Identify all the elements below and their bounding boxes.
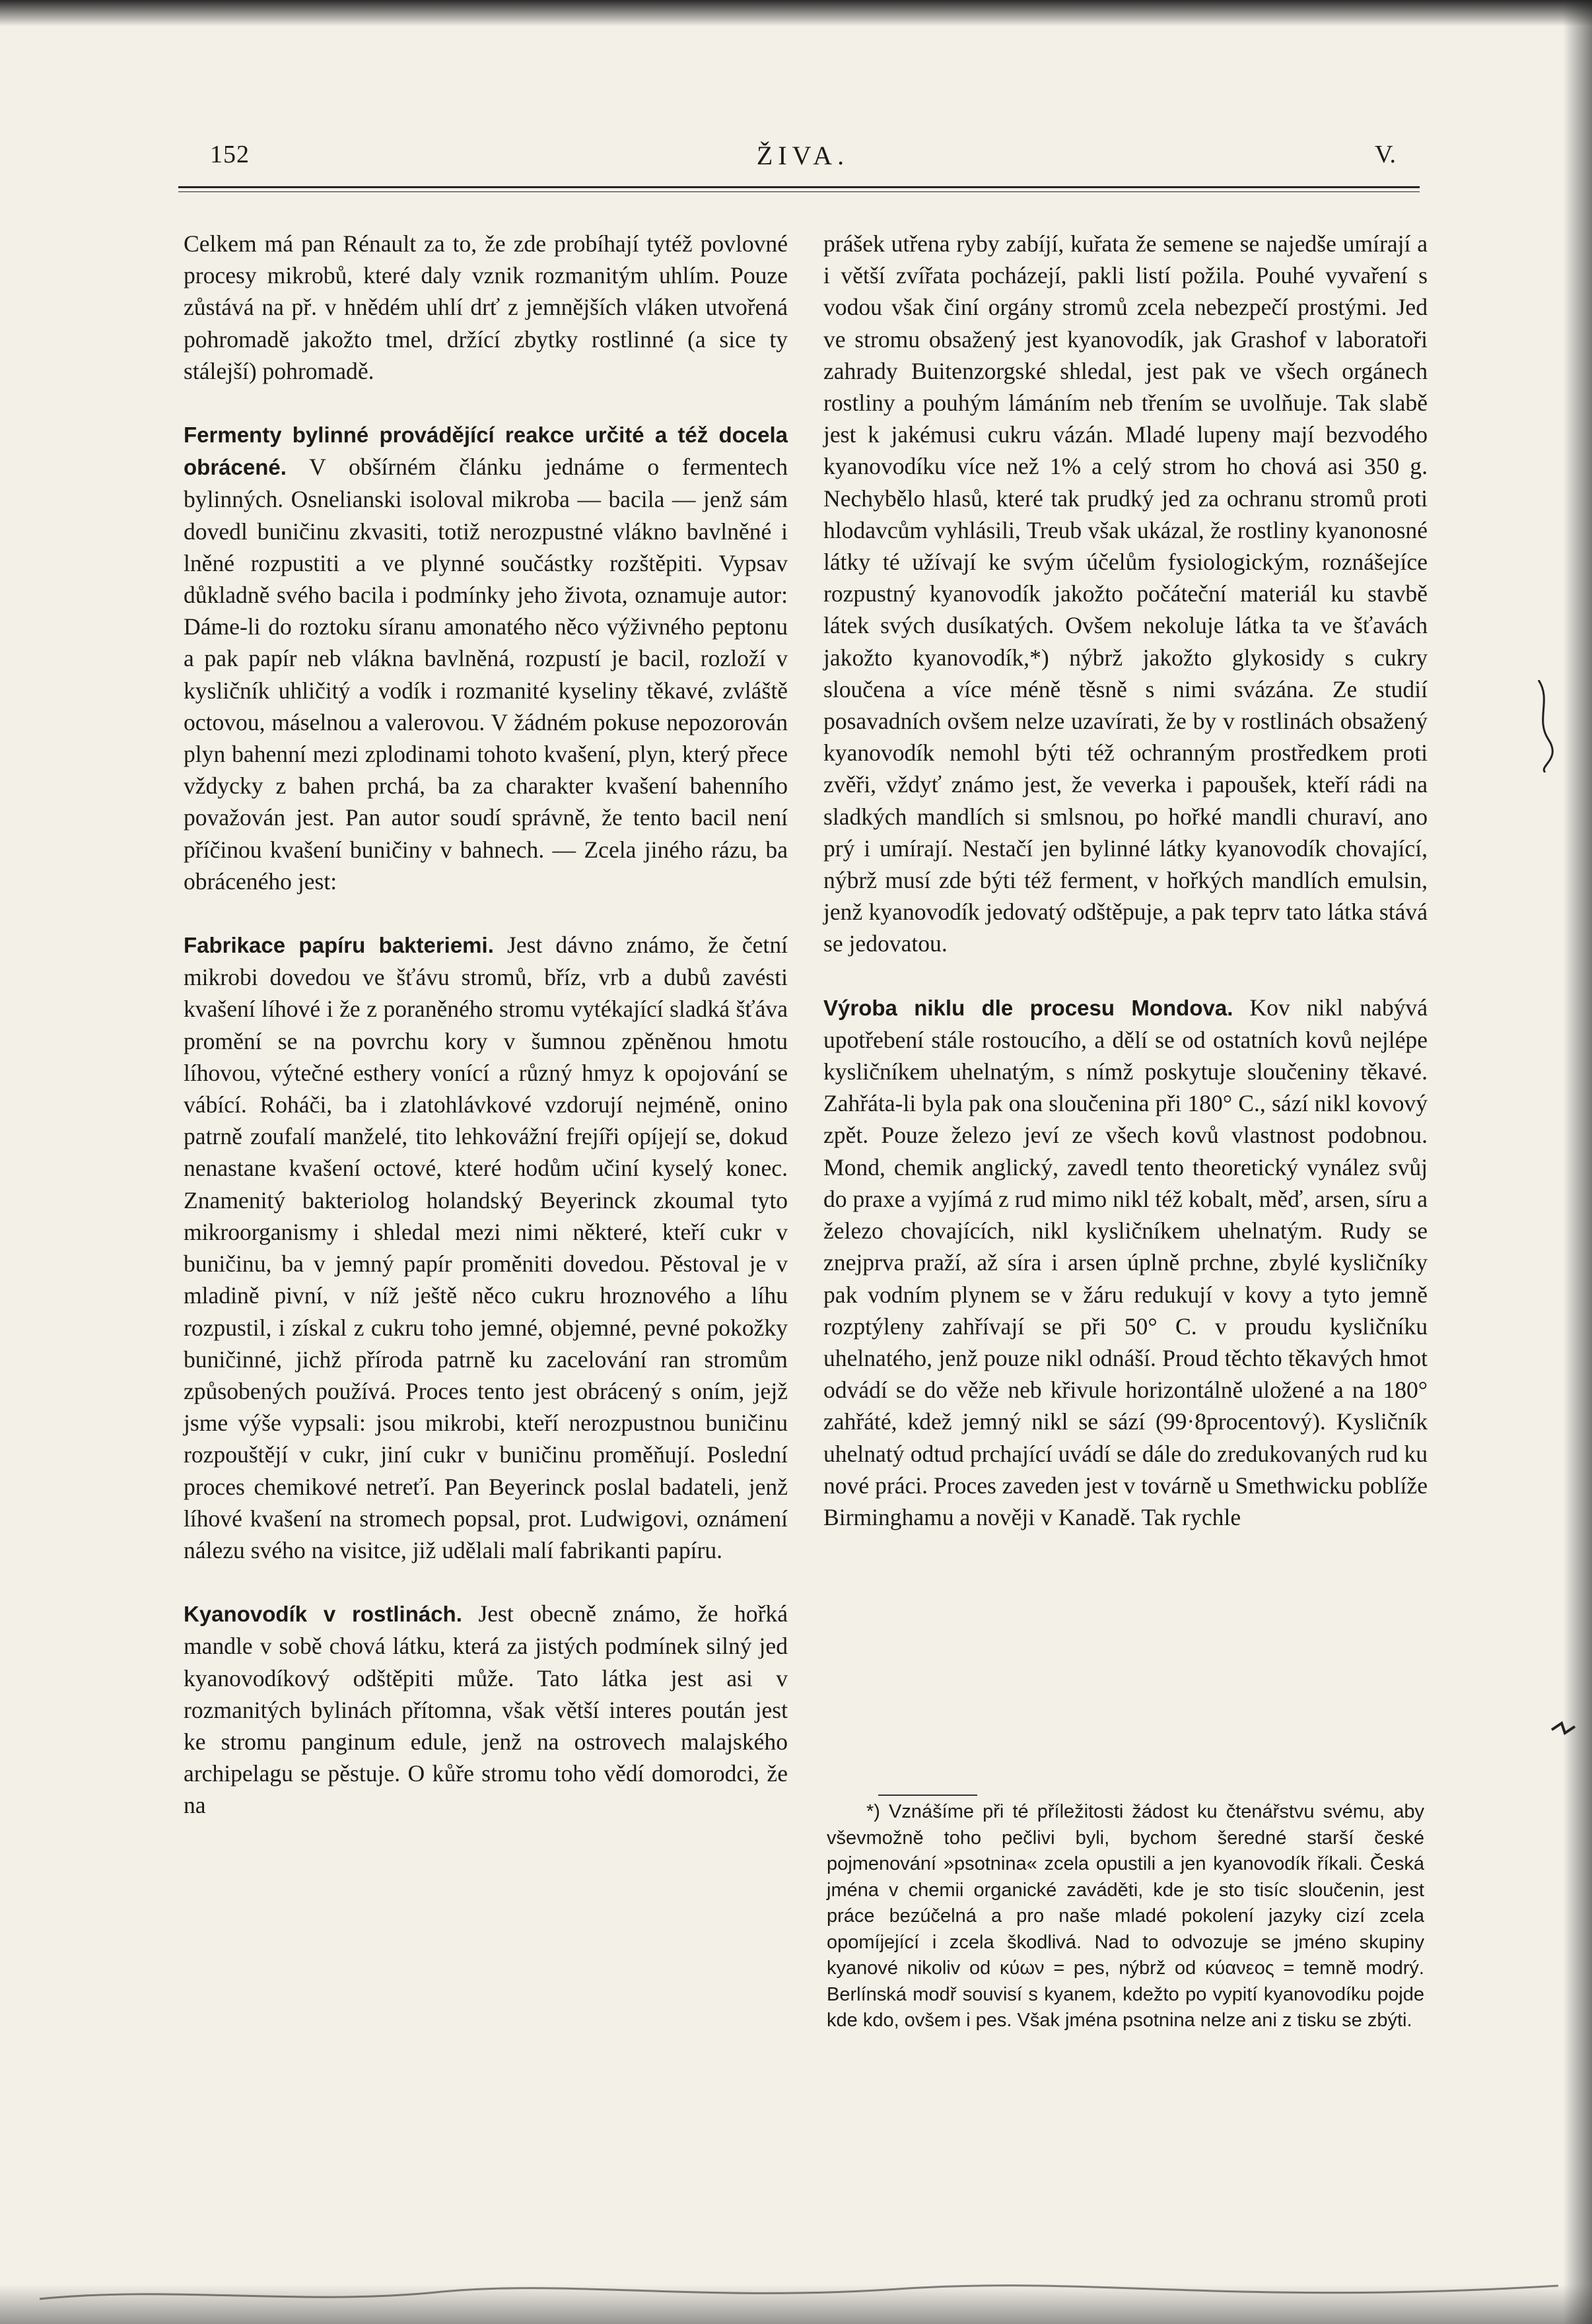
heading-fermenty: Fermenty bylinné provádějící reakce určité a též docela obrácené. bbox=[184, 423, 788, 480]
left-paragraph-3-text: Jest dávno známo, že četní mikrobi dovedou ve šťávu stromů, bříz, vrb a dubů zavésti kvašení líhové i že z poraněného stromu vytékající sladká šťáva promění se na povrchu kory v šumnou zpěněnou hmotu líhovou, výtečné esthery vonící a různý hmyz k opojování se vábící. Roháči, ba i zlatohlávkové vzdorují nejméně, onino patrně zoufalí manželé, tito lehkovážní frejíři opíjejí se, dokud nenastane kvašení octové, které hodům učiní kyselý konec. Znamenitý bakteriolog holandský Beyerinck zkoumal tyto mikroorganismy i shledal mezi nimi některé, kteří cukr v buničinu, ba v jemný papír proměniti dovedou. Pěstoval je v mladině pivní, v níž ještě něco cukru hroznového a líhu rozpustil, i získal z cukru toho jemné, objemné, pevné pokožky buničinné, jichž příroda patrně ku zacelování ran stromům způsobených používá. Proces tento jest obrácený s oním, jejž jsme výše vypsali: jsou mikrobi, kteří nerozpustnou buničinu rozpouštějí v cukr, jiní cukr v buničinu proměňují. Poslední proces chemikové netreťí. Pan Beyerinck poslal badateli, jenž líhové kvašení na stromech popsal, prot. Ludwigovi, oznámení nálezu svého na visitce, již udělali malí fabrikanti papíru. bbox=[184, 932, 788, 1563]
scan-edge-bottom bbox=[0, 2284, 1592, 2324]
left-paragraph-4 bbox=[184, 1598, 788, 1821]
heading-fabrikace: Fabrikace papíru bakteriemi. bbox=[184, 933, 494, 958]
margin-bracket-mark bbox=[1532, 680, 1558, 772]
left-paragraph-4-text: Jest obecně známo, že hořká mandle v sobě chová látku, která za jistých podmínek silný jed kyanovodíkový odštěpiti může. Tato látka jest asi v rozmanitých bylinách přítomna, však větší interes poután jest ke stromu panginum edule, jenž na ostrovech malajského archipelagu se pěstuje. O kůře stromu toho vědí domorodci, že na bbox=[184, 1600, 788, 1819]
footnote-rule bbox=[878, 1794, 977, 1796]
left-paragraph-2 bbox=[184, 419, 788, 897]
right-paragraph-2-text: Kov nikl nabývá upotřebení stále rostoucího, a dělí se od ostatních kovů nejlépe kysličníkem uhelnatým, s nímž poskytuje sloučeniny těkavé. Zahřáta-li byla pak ona sloučenina při 180° C., sází nikl kovový zpět. Pouze železo jeví ze všech kovů vlastnost podobnou. Mond, chemik anglický, zavedl tento theoretický vynález svůj do praxe a vyjímá z rud mimo nikl též kobalt, měď, arsen, síru a železo chovajících, nikl kysličníkem uhelnatým. Rudy se znejprva praží, až síra i arsen úplně prchne, zbylé kysličníky pak vodním plynem se v žáru redukují v kovy a tyto jemně rozptýleny zahřívají se při 50° C. v proudu kysličníku uhelnatého, jenž pouze nikl odnáší. Proud těchto těkavých hmot odvádí se do věže neb křivule horizontálně uložené a na 180° zahřáté, kdež jemný nikl se sází (99·8procentový). Kysličník uhelnatý odtud prchající uvádí se dále do zredukovaných rud ku nové práci. Proces zaveden jest v továrně u Smethwicku poblíže Birminghamu a nověji v Kanadě. Tak rychle bbox=[823, 994, 1428, 1530]
left-paragraph-2-text: V obšírném článku jednáme o fermentech bylinných. Osnelianski isoloval mikroba — bacila — jenž sám dovedl buničinu zkvasiti, totiž nerozpustné vlákno bavlněné i lněné rozpustiti a ve plynné součástky rozštěpiti. Vypsav důkladně svého bacila i podmínky jeho života, oznamuje autor: Dáme-li do roztoku síranu amonatého něco výživného peptonu a pak papír neb vlákna bavlněná, rozpustí je bacil, rozloží v kysličník uhličitý a vodík i rozmanité kyseliny těkavé, zvláště octovou, máselnou a valerovou. V žádném pokuse nepozorován plyn bahenní mezi zplodinami tohoto kvašení, plyn, který přece vždycky z bahen prchá, ba za charakter kvašení bahenního považován jest. Pan autor soudí správně, že tento bacil není příčinou kvašení buničiny v bahnech. — Zcela jiného rázu, ba obráceného jest: bbox=[184, 454, 788, 895]
scan-edge-top bbox=[0, 0, 1592, 26]
left-paragraph-1: Celkem má pan Rénault za to, že zde probíhají tytéž povlovné procesy mikrobů, které daly vznik rozmanitým uhlím. Pouze zůstává na př. v hnědém uhlí drť z jemnějších vláken utvořená pohromadě jakožto tmel, držící zbytky rostlinné (a sice ty stálejší) pohromadě. bbox=[184, 230, 788, 384]
right-paragraph-1: prášek utřena ryby zabíjí, kuřata že semene se najedše umírají a i větší zvířata pocházejí, pakli listí požila. Pouhé vyvaření s vodou však činí orgány stromů zcela nebezpečí prostými. Jed ve stromu obsažený jest kyanovodík, jak Grashof v laboratoři zahrady Buitenzorgské shledal, jest pak ve všech orgánech rostliny a pouhým lámáním neb třením se uvolňuje. Tak slabě jest k jakémusi cukru vázán. Mladé lupeny mají bezvodého kyanovodíku více než 1% a celý strom ho chová asi 350 g. Nechybělo hlasů, které tak prudký jed za ochranu stromů proti hlodavcům vyhlásili, Treub však ukázal, že rostliny kyanonosné látky té užívají ke svým účelům fysiologickým, roznášejíce rozpustný kyanovodík jakožto počáteční materiál ku stavbě látek svých dusíkatých. Ovšem nekoluje látka ta ve šťavách jakožto kyanovodík,*) nýbrž jakožto glykosidy s cukry sloučena a více méně těsně s nimi svázána. Ze studií posavadních ovšem nelze uzavírati, že by v rostlinách obsažený kyanovodík nemohl býti též ochranným prostředkem proti zvěři, vždyť známo jest, že veverka i papoušek, kteří rádi na sladkých mandlích si smlsnou, po hořké mandli churaví, ano prý i umírají. Nestačí jen bylinné látky kyanovodík chovající, nýbrž musí zde býti též ferment, v hořkých mandlích emulsin, jenž kyanovodík jedovatý odštěpuje, a pak teprv tato látka stává se jedovatou. bbox=[823, 230, 1428, 957]
right-column bbox=[823, 228, 1428, 1533]
header-rule bbox=[178, 186, 1420, 192]
left-column bbox=[184, 228, 788, 1822]
heading-kyanovodik: Kyanovodík v rostlinách. bbox=[184, 1602, 462, 1627]
journal-title: ŽIVA. bbox=[756, 141, 850, 170]
left-paragraph-3 bbox=[184, 929, 788, 1566]
right-paragraph-2 bbox=[823, 992, 1428, 1533]
margin-ornament-mark bbox=[1548, 1717, 1581, 1743]
volume-number: V. bbox=[1374, 141, 1396, 168]
page-number: 152 bbox=[210, 141, 250, 168]
running-header bbox=[210, 140, 1396, 180]
scan-edge-right bbox=[1563, 0, 1592, 2324]
footnote-text: *) Vznášíme při té příležitosti žádost ku čtenářstvu svému, aby vševmožně toho pečlivi byli, bychom šeredné starší české pojmenování »psotnina« zcela opustili a jen kyanovodík říkali. Česká jména v chemii organické zaváděti, kde je sto tisíc sloučenin, jest práce bezúčelná a pro naše mladé pokolení jazyky cizí zcela opomíjející i zcela škodlivá. Nad to odvozuje se jméno skupiny kyanové nikoliv od κύων = pes, nýbrž od κύανεος = temně modrý. Berlínská modř souvisí s kyanem, kdežto po vypití kyanovodíku pojde kde kdo, ovšem i pes. Však jména psotnina nelze ani z tisku se zbýti. bbox=[827, 1801, 1424, 2031]
footnote bbox=[827, 1799, 1424, 2034]
heading-vyroba-niklu: Výroba niklu dle procesu Mondova. bbox=[823, 995, 1233, 1020]
